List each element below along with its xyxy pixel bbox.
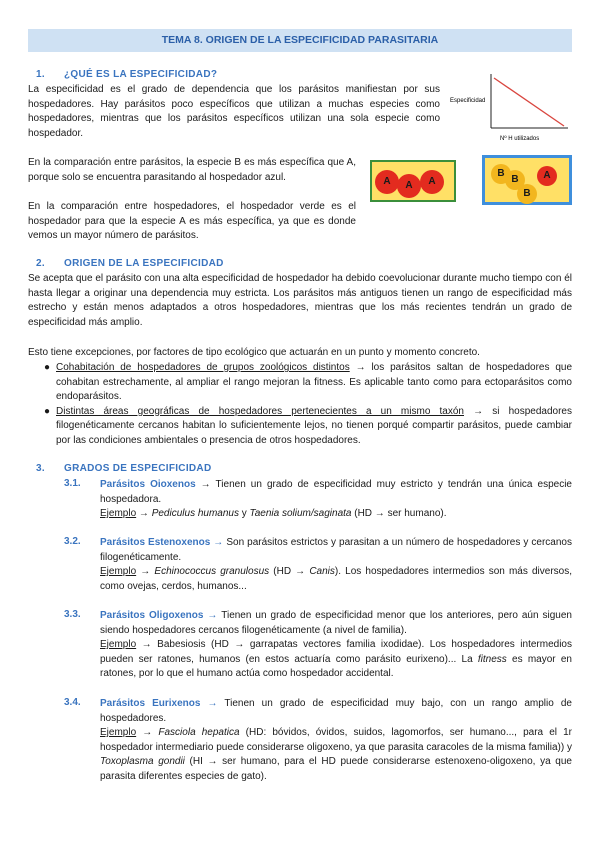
section-3-heading (36, 463, 211, 474)
specificity-graph-svg (450, 72, 570, 147)
grade-estenoxenos (64, 536, 572, 594)
example-text: (HD → (269, 566, 310, 578)
example-label: Ejemplo (100, 566, 137, 578)
subsection-number: 3.4. (64, 697, 81, 708)
bullet-icon: ● (44, 362, 51, 373)
list-item (28, 361, 572, 405)
example-text: → (136, 566, 155, 578)
grade-term: Parásitos Estenoxenos → (100, 537, 224, 548)
s2-paragraph-1: Se acepta que el parásito con una alta especificidad de hospedador ha debido coevolucionar durante mucho tiempo con él hasta llegar a originar una dependencia muy estricta. Los parásitos más antiguos tienen un rango de especificidad más estrecho y están menos adaptados a otros hospedadores, mientras que los más recientes tendrán un grado de especificidad más amplio. (28, 273, 572, 328)
subsection-body (100, 478, 572, 522)
parasite-b-circle: B (517, 184, 537, 204)
section-title: GRADOS DE ESPECIFICIDAD (64, 463, 212, 474)
species-name: Taenia solium/saginata (249, 508, 352, 520)
s1-paragraph-2: En la comparación entre parásitos, la especie B es más específica que A, porque solo se encuentra parasitando al hospedador azul. (28, 157, 356, 183)
s1-paragraph-1: La especificidad es el grado de dependencia que los parásitos manifiestan por sus hospedadores. Hay parásitos poco específicos que utilizan a muchas especies como hospedadores, mientras que los parásitos específicos utilizan una sola especie como hospedador. (28, 84, 440, 139)
grade-text: Tienen un grado de especificidad menor que los anteriores, pero aún siguen siendo hospedadores cercanos filogenéticamente (a nivel de familia). (100, 610, 572, 636)
section-number: 2. (36, 258, 45, 269)
parasite-a-circle: A (397, 174, 421, 198)
parasite-a-circle: A (420, 170, 444, 194)
host-figure-green (370, 160, 456, 202)
example-text: (HD: bóvidos, óvidos, suidos, lagomorfos, ser humano..., para el 1r hospedador intermediario puede considerarse oligoxeno, ya que parasita caracoles de la misma familia)) y (100, 727, 573, 753)
specificity-graph (450, 72, 570, 147)
grade-text: → Tienen un grado de especificidad muy estricto y tendrán una única especie hospedadora. (100, 479, 572, 505)
example-text: → (136, 508, 152, 520)
grade-eurixenos (64, 697, 572, 785)
section-2-heading (36, 258, 224, 269)
example-text: → Babesiosis (HD → garrapatas vectores familia ixodidae). Los hospedadores intermedios pueden ser ratones, humanos (en estos actuaría como parásito eurixeno)... La (100, 639, 572, 665)
bullet-text: → los parásitos saltan de hospedadores que cohabitan estrechamente, al ampliar el rango mejoran la fitness. Es aplicable tanto como para ectoparásitos como endoparásitos. (56, 362, 573, 403)
section-number: 3. (36, 463, 45, 474)
species-name: fitness (477, 653, 507, 665)
example-label: Ejemplo (100, 639, 137, 651)
species-name: Toxoplasma gondii (100, 756, 185, 768)
page-title: TEMA 8. ORIGEN DE LA ESPECIFICIDAD PARASITARIA (28, 29, 572, 52)
example-text: → (136, 727, 159, 739)
section-1-heading (36, 69, 217, 80)
section-number: 1. (36, 69, 45, 80)
species-name: Canis (309, 566, 335, 578)
grade-text: Tienen un grado de especificidad muy bajo, con un rango amplio de hospedadores. (100, 698, 572, 724)
bullet-term: Cohabitación de hospedadores de grupos zoológicos distintos (56, 362, 350, 373)
bullet-icon: ● (44, 405, 51, 417)
subsection-number: 3.2. (64, 536, 81, 547)
example-text: ). Los hospedadores intermedios son más diversos, como ovejas, cerdos, humanos... (100, 566, 572, 592)
parasite-b-circle: B (505, 170, 525, 190)
bullet-term: Distintas áreas geográficas de hospedadores pertenecientes a un mismo taxón (56, 405, 464, 417)
section-title: ¿QUÉ ES LA ESPECIFICIDAD? (64, 69, 218, 80)
example-text: es mayor en ratones, por lo que el humano actúa como hospedador accidental. (100, 653, 572, 680)
species-name: Pediculus humanus (151, 508, 239, 520)
parasite-a-circle: A (375, 170, 399, 194)
exceptions-list (28, 361, 572, 449)
example-text: y (238, 508, 250, 520)
section-title: ORIGEN DE LA ESPECIFICIDAD (64, 258, 224, 269)
species-name: Fasciola hepatica (158, 727, 240, 739)
grade-term: Parásitos Eurixenos → (100, 698, 218, 709)
parasite-b-circle: B (491, 164, 511, 184)
host-figure-blue (482, 155, 572, 205)
example-text: (HD → ser humano). (351, 508, 447, 520)
s2-paragraph-2: Esto tiene excepciones, por factores de tipo ecológico que actuarán en un punto y momento concreto. (28, 347, 480, 358)
subsection-body (100, 536, 572, 594)
list-item (28, 405, 572, 449)
bullet-text: → si hospedadores filogenéticamente cercanos habitan lo suficientemente lejos, no tienen porqué compartir parásitos, puede cambiar por las condiciones ambientales o presencia de otros hospedadores. (56, 405, 572, 446)
subsection-number: 3.1. (64, 478, 81, 489)
example-label: Ejemplo (100, 508, 137, 520)
species-name: Echinococcus granulosus (154, 566, 270, 578)
grade-term: Parásitos Oioxenos (100, 479, 196, 490)
s1-paragraph-3: En la comparación entre hospedadores, el hospedador verde es el hospedador para que la especie A es más específica, ya que es donde vemos un mayor número de parásitos. (28, 201, 356, 242)
example-label: Ejemplo (100, 727, 137, 739)
grade-oligoxenos (64, 609, 572, 682)
grade-text: Son parásitos estrictos y parasitan a un número de hospedadores y cercanos filogenéticamente. (100, 537, 572, 563)
grade-oioxenos (64, 478, 572, 522)
graph-x-label: Nº H utilizados (500, 136, 540, 142)
example-text: (HI → ser humano, para el HD puede considerarse estenoxeno-oligoxeno, ya que parasita diferentes especies de gato). (100, 756, 572, 782)
subsection-body (100, 697, 572, 785)
graph-y-label: Especificidad (450, 98, 486, 104)
subsection-body (100, 609, 572, 682)
trend-line (494, 78, 564, 126)
grade-term: Parásitos Oligoxenos → (100, 610, 218, 621)
parasite-a-circle: A (537, 166, 557, 186)
subsection-number: 3.3. (64, 609, 81, 620)
